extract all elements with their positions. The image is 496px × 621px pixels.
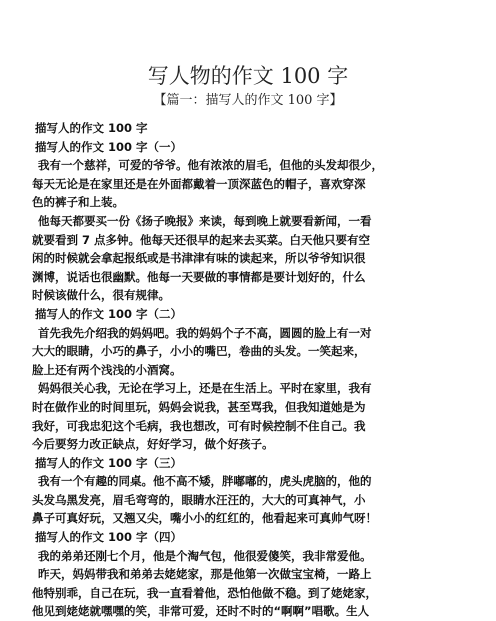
paragraph-line: 他见到姥姥就嘿嘿的笑，非常可爱，还时不时的“啊啊”唱歌。生人 (32, 604, 370, 619)
paragraph-line: 我的弟弟还刚七个月，他是个淘气包，他很爱傻笑，我非常爱他。 (38, 548, 372, 563)
paragraph-line: 昨天，妈妈带我和弟弟去姥姥家，那是他第一次做宝宝椅，一路上 (38, 567, 372, 582)
paragraph-line: 时候该做什么，很有规律。 (32, 288, 170, 303)
paragraph-line: 我好，可我忠犯这个毛病，我也想改，可有时候控制不住自己。我 (32, 418, 366, 433)
section-heading: 描写人的作文 100 字（四） (35, 530, 183, 545)
paragraph-line: 今后要努力改正缺点，好好学习，做个好孩子。 (32, 437, 274, 452)
paragraph-line: 大大的眼睛，小巧的鼻子，小小的嘴巴，卷曲的头发。一笑起来， (32, 344, 366, 359)
paragraph-line: 鼻子可真好玩，又翘又尖，嘴小小的红红的，他看起来可真帅气呀！ (32, 511, 377, 526)
paragraph-line: 色的裤子和上装。 (32, 195, 124, 210)
paragraph-line: 我有一个慈祥，可爱的爷爷。他有浓浓的眉毛，但他的头发却很少， (38, 158, 383, 173)
section-heading: 描写人的作文 100 字（二） (35, 306, 183, 321)
section-heading: 描写人的作文 100 字（一） (35, 139, 183, 154)
paragraph-line: 脸上还有两个浅浅的小酒窝。 (32, 362, 182, 377)
paragraph-line: 他每天都要买一份《扬子晚报》来读，每到晚上就要看新闻，一看 (38, 213, 372, 228)
paragraph-line: 头发乌黑发亮，眉毛弯弯的，眼睛水汪汪的，大大的可真神气，小 (32, 492, 366, 507)
document-subtitle: 【篇一：描写人的作文 100 字】 (153, 93, 343, 108)
paragraph-line: 每天无论是在家里还是在外面都戴着一顶深蓝色的帽子，喜欢穿深 (32, 176, 366, 191)
paragraph-line: 渊博，说话也很幽默。他每一天要做的事情都是要计划好的，什么 (32, 269, 366, 284)
document-title: 写人物的作文 100 字 (147, 64, 349, 88)
paragraph-line: 闲的时候就会拿起报纸或是书津津有味的读起来，所以爷爷知识很 (32, 251, 366, 266)
paragraph-line: 首先我先介绍我的妈妈吧。我的妈妈个子不高，圆圆的脸上有一对 (38, 325, 372, 340)
section-heading: 描写人的作文 100 字 (35, 121, 148, 135)
paragraph-line: 妈妈很关心我，无论在学习上，还是在生活上。平时在家里，我有 (38, 381, 372, 396)
paragraph-line: 我有一个有趣的同桌。他不高不矮，胖嘟嘟的，虎头虎脑的，他的 (38, 474, 372, 489)
paragraph-line: 就要看到 7 点多钟。他每天还很早的起来去买菜。白天他只要有空 (32, 232, 371, 247)
document-body (32, 119, 472, 621)
section-heading: 描写人的作文 100 字（三） (35, 455, 183, 470)
paragraph-line: 他特别乖，自己在玩，我一直看着他，恐怕他做不稳。到了姥姥家， (32, 585, 377, 600)
paragraph-line: 时在做作业的时间里玩，妈妈会说我，甚至骂我，但我知道她是为 (32, 399, 366, 414)
